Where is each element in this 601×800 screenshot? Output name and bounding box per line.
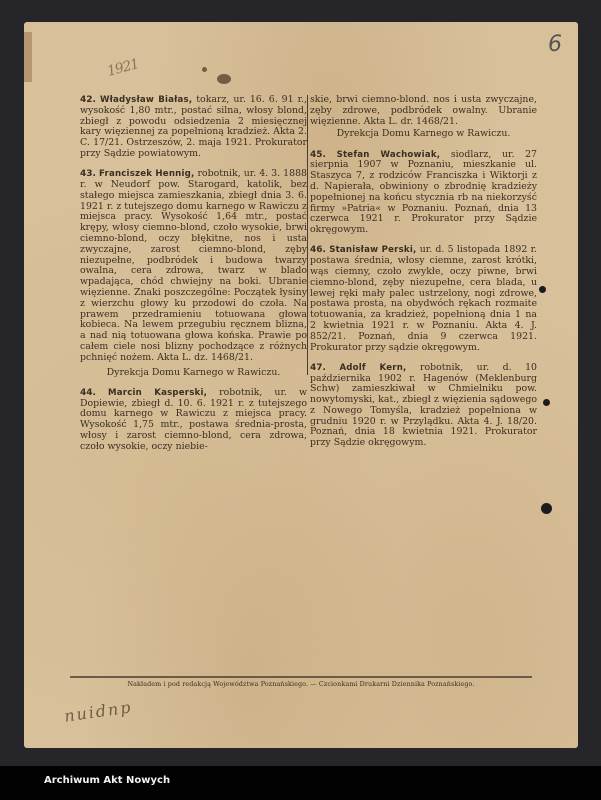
entry-number: 43.: [80, 169, 96, 180]
ink-blot: [202, 67, 207, 72]
entry-44-continuation: skie, brwi ciemno-blond. nos i usta zwyczajne, zęby zdrowe, podbródek owalny. Ubranie więzienne. Akta L. dr. 1468/21.: [310, 94, 537, 127]
entry-text: robotnik, ur. 4. 3. 1888 r. w Neudorf pow. Starogard, katolik, bez stałego miejsca zamieszkania, zbiegł dnia 3. 6. 1921 r. z tutejszego domu karnego w Rawiczu z miejsca pracy. Wysokość 1,64 mtr., postać krępy, włosy ciemno-blond, czoło wysokie, brwi ciemno-blond, oczy błękitne, nos i usta zwyczajne, zarost ciemno-blond, zęby niezupełne, podbródek i budowa twarzy owalna, cera zdrowa, twarz w blado wpadająca, chód chwiejny na boki. Ubranie więzienne. Znaki poszczególne: Początek łysiny z wierzchu głowy ku przodowi do czoła. Na prawem przedramieniu totuowana głowa kobieca. Na lewem przegubiu ręcznem blizna, a nad nią totuowana głowa końska. Prawie po całem ciele nosi blizny pochodzące z różnych pchnięć nożem. Akta L. dz. 1468/21.: [80, 168, 307, 363]
entry-number: 47.: [310, 362, 326, 373]
entry-text: robotnik, ur. w Dopiewie, zbiegł d. 10. 6. 1921 r. z tutejszego domu karnego w Rawiczu z miejsca pracy. Wysokość 1,75 mtr., postawa średnia-prosta, włosy i zarost ciemno-blond, cera zdrowa, czoło wysokie, oczy niebie-: [80, 386, 307, 452]
person-name: Stefan Wachowiak,: [336, 149, 441, 160]
wanted-entry-42: [80, 95, 307, 160]
issuer-signoff: Dyrekcja Domu Karnego w Rawiczu.: [106, 366, 281, 378]
ink-blot: [217, 74, 231, 84]
wanted-entry-45: [310, 150, 537, 236]
right-column: [310, 95, 537, 453]
printer-imprint: Nakładem i pod redakcją Województwa Poznańskiego. — Czcionkami Drukarni Dziennika Poznańskiego.: [127, 680, 475, 688]
entry-text: robotnik, ur. d. 10 października 1902 r. Hagenów (Meklenburg Schw) zamieszkiwał w Chmielniku pow. nowytomyski, kat., zbiegł z więzienia sądowego z Nowego Tomyśla, kradzież popełniona w grudniu 1920 r. w Przylądku. Akta 4. J. 18/20. Poznań, dnia 18 kwietnia 1921. Prokurator przy Sądzie okręgowym.: [310, 361, 537, 449]
document-page: [24, 22, 578, 748]
wanted-entry-44: [80, 388, 307, 453]
archive-name: Archiwum Akt Nowych: [44, 775, 171, 786]
edge-stain: [24, 32, 32, 82]
caption-bar: [0, 766, 601, 800]
column-divider: [307, 95, 308, 375]
person-name: Stanisław Perski,: [329, 245, 417, 256]
punch-hole: [539, 286, 546, 293]
punch-hole: [543, 399, 550, 406]
wanted-entry-46: [310, 245, 537, 353]
person-name: Władysław Białas,: [99, 95, 193, 105]
person-name: Franciszek Hennig,: [98, 169, 195, 180]
wanted-entry-47: [310, 363, 537, 449]
entry-number: 45.: [310, 149, 326, 160]
page-number: 6: [548, 32, 562, 57]
left-column: [80, 95, 307, 456]
issuer-signoff: Dyrekcja Domu Karnego w Rawiczu.: [336, 128, 511, 140]
entry-text: ur. d. 5 listopada 1892 r. postawa średnia, włosy ciemne, zarost krótki, wąs ciemny, czoło zwykłe, oczy piwne, brwi ciemno-blond, zęby niezupełne, cera blada, u lewej ręki mały palec ustrzelony, nogi zdrowe, postawa prosta, na obydwóch rękach rozmaite totuowania, za kradzież, popełnioną dnia 1 na 2 kwietnia 1921 r. w Poznaniu. Akta 4. J. 852/21. Poznań, dnia 9 czerwca 1921. Prokurator przy sądzie okręgowym.: [310, 244, 537, 353]
entry-number: 46.: [310, 245, 326, 256]
handwritten-note-top: 1921: [105, 56, 141, 80]
footer-rule: [70, 676, 532, 678]
entry-text: siodlarz, ur. 27 sierpnia 1907 w Poznaniu, mieszkanie ul. Staszyca 7, z rodziców Franciszka i Wiktorji z d. Napierała, obwiniony o zbrodnię kradzieży popełnionej na końcu stycznia rb na niekorzyść firmy »Patria« w Poznaniu. Poznań, dnia 13 czerwca 1921 r. Prokurator przy Sądzie okręgowym.: [310, 148, 538, 236]
person-name: Marcin Kasperski,: [108, 387, 208, 398]
punch-hole: [541, 503, 552, 514]
entry-number: 44.: [80, 387, 96, 398]
person-name: Adolf Kern,: [339, 362, 407, 373]
wanted-entry-43: [80, 169, 307, 363]
handwritten-note-bottom: nuidnp: [63, 697, 134, 726]
entry-number: 42.: [80, 95, 96, 105]
entry-text: tokarz, ur. 16. 6. 91 r., wysokość 1,80 mtr., postać silna, włosy blond, zbiegł z powodu odsiedzenia 2 miesięcznej kary więziennej za popełnioną kradzież. Akta 2. C. 17/21. Ostrzeszów, 2. maja 1921. Prokurator przy Sądzie powiatowym.: [80, 94, 308, 159]
